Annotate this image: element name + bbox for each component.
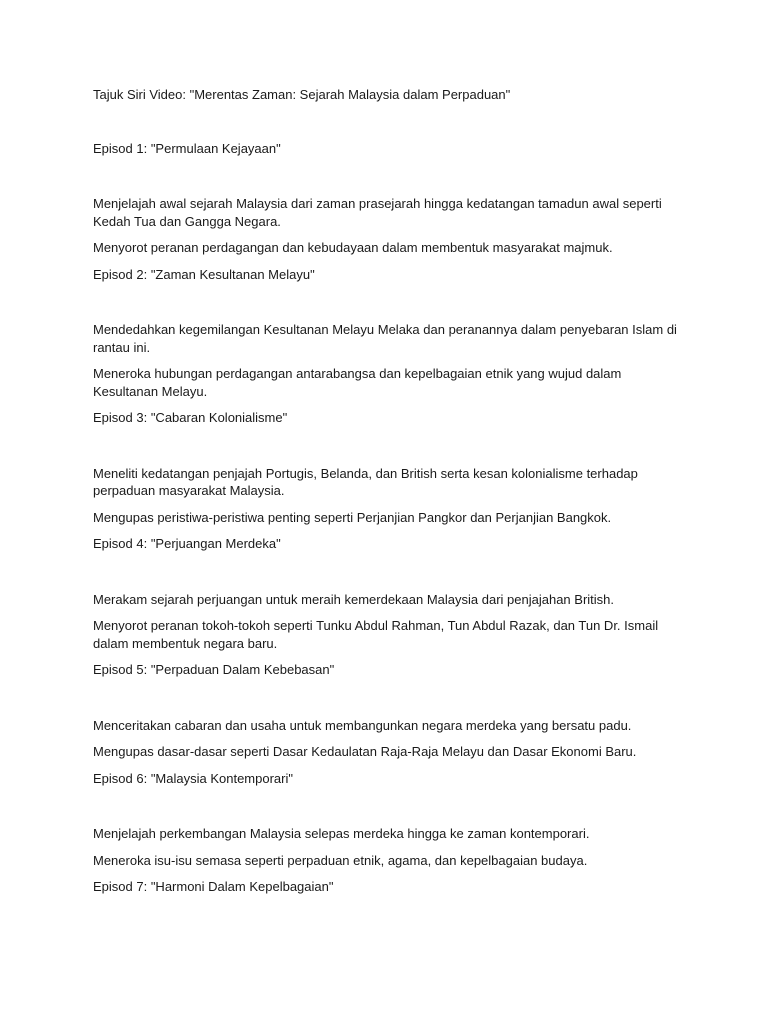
episode-2-heading: Episod 2: "Zaman Kesultanan Melayu" bbox=[93, 266, 315, 282]
episode-4-heading: Episod 4: "Perjuangan Merdeka" bbox=[93, 536, 281, 551]
episode-4-paragraph-2: Menyorot peranan tokoh-tokoh seperti Tunku Abdul Rahman, Tun Abdul Razak, dan Tun Dr. Ismail dalam membentuk negara baru. bbox=[93, 618, 659, 651]
episode-2-paragraph-1: Mendedahkan kegemilangan Kesultanan Melayu Melaka dan peranannya dalam penyebaran Islam di rantau ini. bbox=[93, 322, 677, 355]
episode-3-paragraph-1: Meneliti kedatangan penjajah Portugis, Belanda, dan British serta kesan kolonialisme terhadap perpaduan masyarakat Malaysia. bbox=[93, 465, 638, 498]
document-page bbox=[93, 86, 683, 896]
document-title: Tajuk Siri Video: "Merentas Zaman: Sejarah Malaysia dalam Perpaduan" bbox=[93, 87, 511, 102]
episode-2-paragraph-2: Meneroka hubungan perdagangan antarabangsa dan kepelbagaian etnik yang wujud dalam Kesultanan Melayu. bbox=[93, 366, 622, 399]
episode-5-paragraph-2: Mengupas dasar-dasar seperti Dasar Kedaulatan Raja-Raja Melayu dan Dasar Ekonomi Baru. bbox=[93, 744, 637, 759]
episode-5-paragraph-1: Menceritakan cabaran dan usaha untuk membangunkan negara merdeka yang bersatu padu. bbox=[93, 717, 632, 733]
episode-5-heading: Episod 5: "Perpaduan Dalam Kebebasan" bbox=[93, 662, 335, 677]
episode-7-heading: Episod 7: "Harmoni Dalam Kepelbagaian" bbox=[93, 879, 334, 894]
episode-6-paragraph-2: Meneroka isu-isu semasa seperti perpaduan etnik, agama, dan kepelbagaian budaya. bbox=[93, 852, 588, 868]
episode-6-heading: Episod 6: "Malaysia Kontemporari" bbox=[93, 770, 293, 786]
episode-6-paragraph-1: Menjelajah perkembangan Malaysia selepas merdeka hingga ke zaman kontemporari. bbox=[93, 826, 590, 841]
episode-3-heading: Episod 3: "Cabaran Kolonialisme" bbox=[93, 410, 288, 425]
episode-1-paragraph-1: Menjelajah awal sejarah Malaysia dari zaman prasejarah hingga kedatangan tamadun awal seperti Kedah Tua dan Gangga Negara. bbox=[93, 196, 662, 229]
episode-4-paragraph-1: Merakam sejarah perjuangan untuk meraih kemerdekaan Malaysia dari penjajahan British. bbox=[93, 591, 615, 607]
episode-1-paragraph-2: Menyorot peranan perdagangan dan kebudayaan dalam membentuk masyarakat majmuk. bbox=[93, 240, 613, 255]
episode-1-heading: Episod 1: "Permulaan Kejayaan" bbox=[93, 140, 281, 156]
episode-3-paragraph-2: Mengupas peristiwa-peristiwa penting seperti Perjanjian Pangkor dan Perjanjian Bangkok. bbox=[93, 509, 612, 525]
